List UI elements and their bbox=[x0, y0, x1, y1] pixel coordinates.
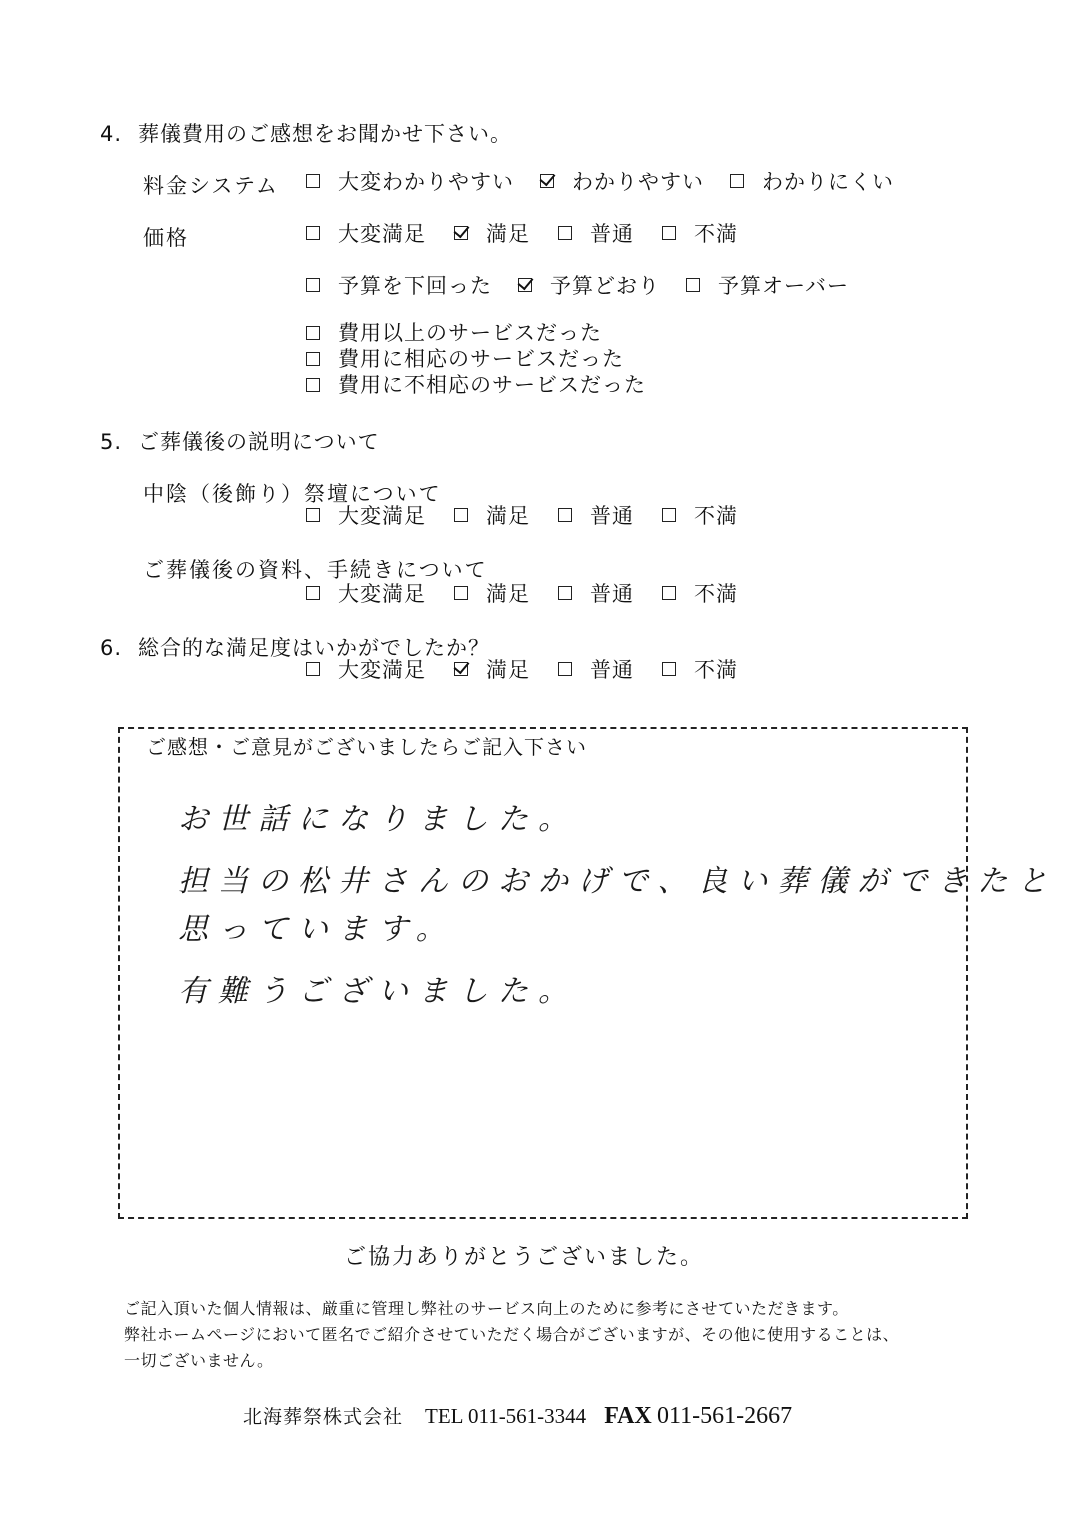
q4-title bbox=[100, 118, 512, 148]
option[interactable] bbox=[662, 500, 738, 530]
option-label: 普通 bbox=[590, 658, 634, 682]
checkbox[interactable] bbox=[540, 174, 554, 188]
q4-number: 4. bbox=[100, 122, 123, 146]
checkbox[interactable] bbox=[518, 278, 532, 292]
checkbox[interactable] bbox=[454, 586, 468, 600]
checkbox[interactable] bbox=[454, 662, 468, 676]
tel-number: TEL 011-561-3344 bbox=[425, 1404, 587, 1428]
checkbox[interactable] bbox=[306, 586, 320, 600]
option-label: 予算を下回った bbox=[338, 274, 492, 298]
checkbox[interactable] bbox=[662, 508, 676, 522]
option[interactable] bbox=[454, 218, 530, 248]
q4-row1-options bbox=[306, 166, 916, 196]
q5-title bbox=[100, 426, 380, 456]
q4-row4-options bbox=[306, 320, 646, 398]
comment-line-4: 有難うございました。 bbox=[178, 974, 578, 1009]
option-label: 大変わかりやすい bbox=[338, 170, 514, 194]
fax-number: 011-561-2667 bbox=[656, 1403, 793, 1429]
privacy-notice bbox=[124, 1296, 899, 1374]
comment-line-1: お世話になりました。 bbox=[178, 802, 578, 837]
q5-sub2-options bbox=[306, 578, 760, 608]
company-name: 北海葬祭株式会社 bbox=[243, 1406, 404, 1428]
option-label: 予算どおり bbox=[550, 274, 660, 298]
checkbox[interactable] bbox=[558, 586, 572, 600]
option-label: 不満 bbox=[694, 222, 738, 246]
checkbox[interactable] bbox=[662, 586, 676, 600]
option-label: 費用に相応のサービスだった bbox=[338, 347, 624, 371]
q4-row3-options bbox=[306, 270, 871, 300]
comment-line-2: 担当の松井さんのおかげで、良い葬儀ができたと bbox=[178, 864, 1058, 899]
option[interactable] bbox=[306, 578, 426, 608]
q5-number: 5. bbox=[100, 430, 123, 454]
option-label: 普通 bbox=[590, 504, 634, 528]
comment-heading: ご感想・ご意見がございましたらご記入下さい bbox=[146, 735, 587, 759]
checkbox[interactable] bbox=[306, 326, 320, 340]
checkbox[interactable] bbox=[662, 226, 676, 240]
option[interactable] bbox=[454, 578, 530, 608]
option-label: 費用に不相応のサービスだった bbox=[338, 373, 646, 397]
option[interactable] bbox=[306, 654, 426, 684]
checkbox[interactable] bbox=[558, 226, 572, 240]
q5-sub1-label: 中陰（後飾り）祭壇について bbox=[143, 482, 442, 506]
privacy-notice-line: ご記入頂いた個人情報は、厳重に管理し弊社のサービス向上のために参考にさせていただきます。 bbox=[124, 1299, 849, 1318]
option-label: わかりやすい bbox=[572, 170, 704, 194]
option[interactable] bbox=[730, 166, 894, 196]
option[interactable] bbox=[686, 270, 849, 300]
q6-options bbox=[306, 654, 760, 684]
privacy-notice-line: 一切ございません。 bbox=[124, 1351, 274, 1370]
option[interactable] bbox=[306, 500, 426, 530]
option[interactable] bbox=[558, 218, 634, 248]
q4-row1-label: 料金システム bbox=[143, 174, 279, 198]
footer bbox=[243, 1402, 792, 1430]
option-label: 満足 bbox=[486, 582, 530, 606]
option[interactable] bbox=[454, 654, 530, 684]
q5-sub1-options bbox=[306, 500, 760, 530]
option[interactable] bbox=[306, 320, 646, 346]
q5-sub2-label: ご葬儀後の資料、手続きについて bbox=[143, 558, 488, 582]
checkbox[interactable] bbox=[306, 278, 320, 292]
q4-row2-options bbox=[306, 218, 760, 248]
option-label: 大変満足 bbox=[338, 222, 426, 246]
option[interactable] bbox=[306, 270, 492, 300]
option-label: 不満 bbox=[694, 582, 738, 606]
checkbox[interactable] bbox=[306, 226, 320, 240]
option-label: 費用以上のサービスだった bbox=[338, 321, 602, 345]
option[interactable] bbox=[558, 578, 634, 608]
checkbox[interactable] bbox=[306, 174, 320, 188]
option[interactable] bbox=[454, 500, 530, 530]
option-label: 予算オーバー bbox=[718, 274, 849, 298]
option-label: 満足 bbox=[486, 658, 530, 682]
option-label: 不満 bbox=[694, 504, 738, 528]
checkbox[interactable] bbox=[730, 174, 744, 188]
option[interactable] bbox=[518, 270, 660, 300]
option[interactable] bbox=[662, 654, 738, 684]
option[interactable] bbox=[662, 218, 738, 248]
option[interactable] bbox=[540, 166, 704, 196]
checkbox[interactable] bbox=[662, 662, 676, 676]
q4-row2-label: 価格 bbox=[143, 226, 189, 250]
checkbox[interactable] bbox=[454, 508, 468, 522]
fax-label: FAX bbox=[604, 1403, 652, 1429]
option-label: 普通 bbox=[590, 582, 634, 606]
q6-number: 6. bbox=[100, 636, 123, 660]
checkbox[interactable] bbox=[558, 508, 572, 522]
checkbox[interactable] bbox=[306, 662, 320, 676]
option-label: わかりにくい bbox=[762, 170, 894, 194]
checkbox[interactable] bbox=[306, 508, 320, 522]
option-label: 不満 bbox=[694, 658, 738, 682]
option-label: 大変満足 bbox=[338, 582, 426, 606]
option[interactable] bbox=[306, 372, 646, 398]
q6-title-text: 総合的な満足度はいかがでしたか？ bbox=[138, 636, 490, 660]
comment-line-3: 思っています。 bbox=[178, 912, 456, 947]
option[interactable] bbox=[558, 500, 634, 530]
option-label: 大変満足 bbox=[338, 504, 426, 528]
option[interactable] bbox=[306, 218, 426, 248]
option[interactable] bbox=[662, 578, 738, 608]
option-label: 大変満足 bbox=[338, 658, 426, 682]
option-label: 満足 bbox=[486, 504, 530, 528]
option-label: 普通 bbox=[590, 222, 634, 246]
checkbox[interactable] bbox=[306, 352, 320, 366]
checkbox[interactable] bbox=[306, 378, 320, 392]
thanks-message: ご協力ありがとうございました。 bbox=[344, 1245, 705, 1270]
option[interactable] bbox=[306, 346, 646, 372]
checkbox[interactable] bbox=[454, 226, 468, 240]
option[interactable] bbox=[558, 654, 634, 684]
q5-title-text: ご葬儀後の説明について bbox=[138, 430, 380, 454]
option-label: 満足 bbox=[486, 222, 530, 246]
option[interactable] bbox=[306, 166, 514, 196]
checkbox[interactable] bbox=[686, 278, 700, 292]
privacy-notice-line: 弊社ホームページにおいて匿名でご紹介させていただく場合がございますが、その他に使用することは、 bbox=[124, 1325, 900, 1344]
q4-title-text: 葬儀費用のご感想をお聞かせ下さい。 bbox=[138, 122, 512, 146]
checkbox[interactable] bbox=[558, 662, 572, 676]
